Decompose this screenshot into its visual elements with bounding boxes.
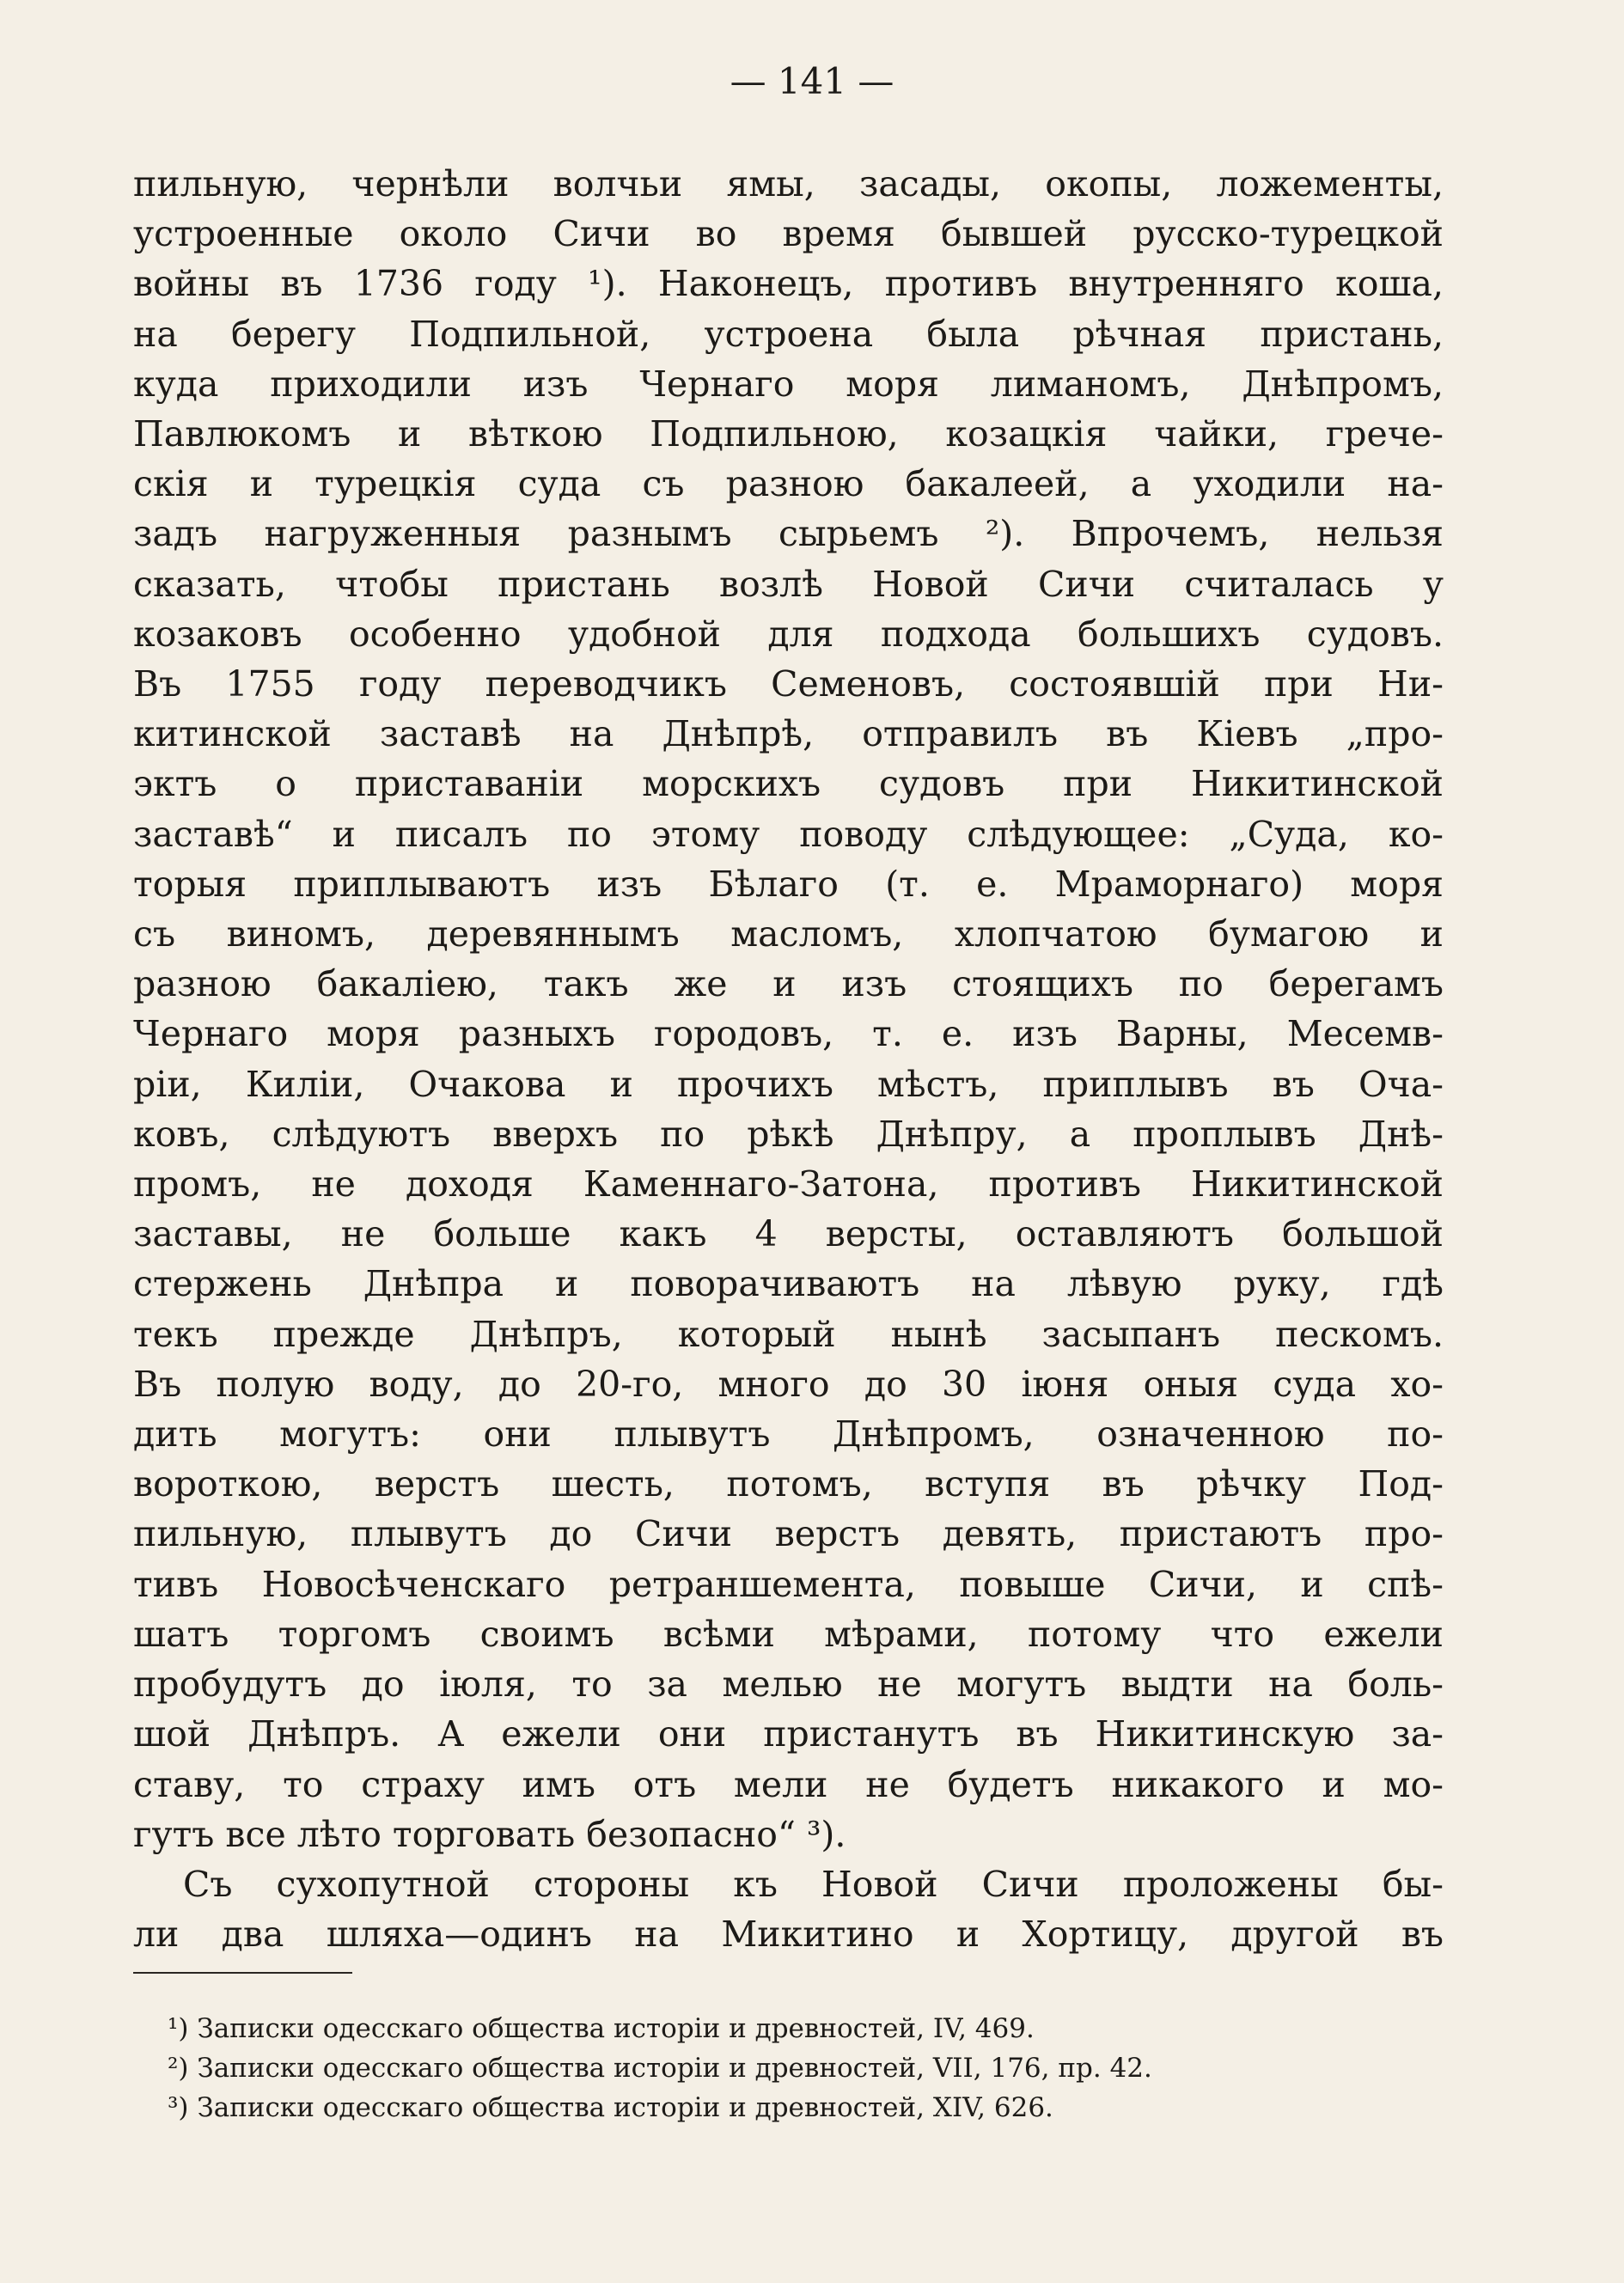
text-line: задъ нагруженныя разнымъ сырьемъ ²). Впрочемъ, нельзя	[133, 513, 1444, 555]
text-line: китинской заставѣ на Днѣпрѣ, отправилъ въ Кіевъ „про-	[133, 713, 1444, 755]
text-line: торыя приплываютъ изъ Бѣлаго (т. е. Мраморнаго) моря	[133, 863, 1444, 905]
footnote: ²) Записки одесскаго общества исторіи и древностей, VII, 176, пр. 42.	[168, 2053, 1152, 2084]
text-line: шой Днѣпръ. А ежели они пристанутъ въ Никитинскую за-	[133, 1713, 1444, 1755]
text-line: съ виномъ, деревяннымъ масломъ, хлопчатою бумагою и	[133, 913, 1444, 955]
text-line: ріи, Киліи, Очакова и прочихъ мѣстъ, приплывъ въ Оча-	[133, 1063, 1444, 1105]
text-line: эктъ о приставаніи морскихъ судовъ при Никитинской	[133, 763, 1444, 805]
text-line: ставу, то страху имъ отъ мели не будетъ никакого и мо-	[133, 1763, 1444, 1805]
text-line: заставѣ“ и писалъ по этому поводу слѣдующее: „Суда, ко-	[133, 813, 1444, 855]
footnotes	[168, 2009, 1439, 2127]
text-line: Въ 1755 году переводчикъ Семеновъ, состоявшій при Ни-	[133, 663, 1444, 705]
text-line: Павлюкомъ и вѣткою Подпильною, козацкія чайки, грече-	[133, 413, 1444, 455]
text-line: промъ, не доходя Каменнаго-Затона, противъ Никитинской	[133, 1163, 1444, 1206]
text-line: ковъ, слѣдуютъ вверхъ по рѣкѣ Днѣпру, а проплывъ Днѣ-	[133, 1113, 1444, 1155]
text-line: Съ сухопутной стороны къ Новой Сичи проложены бы-	[183, 1863, 1444, 1905]
text-line: скія и турецкія суда съ разною бакалеей, а уходили на-	[133, 463, 1444, 505]
text-line: пильную, плывутъ до Сичи верстъ девять, пристаютъ про-	[133, 1513, 1444, 1555]
text-line: Чернаго моря разныхъ городовъ, т. е. изъ Варны, Месемв-	[133, 1013, 1444, 1055]
text-line: шатъ торгомъ своимъ всѣми мѣрами, потому что ежели	[133, 1613, 1444, 1655]
text-line: разною бакаліею, такъ же и изъ стоящихъ по берегамъ	[133, 963, 1444, 1005]
text-line: стержень Днѣпра и поворачиваютъ на лѣвую руку, гдѣ	[133, 1263, 1444, 1305]
text-line: на берегу Подпильной, устроена была рѣчная пристань,	[133, 313, 1444, 355]
body-text	[133, 159, 1444, 1959]
text-line: тивъ Новосѣченскаго ретраншемента, повыше Сичи, и спѣ-	[133, 1563, 1444, 1605]
text-line: Въ полую воду, до 20-го, много до 30 іюня оныя суда хо-	[133, 1363, 1444, 1405]
page-number: — 141 —	[730, 60, 894, 102]
footnote: ³) Записки одесскаго общества исторіи и древностей, XIV, 626.	[168, 2092, 1053, 2123]
text-line: заставы, не больше какъ 4 версты, оставляютъ большой	[133, 1213, 1444, 1255]
text-line: вороткою, верстъ шесть, потомъ, вступя въ рѣчку Под-	[133, 1463, 1444, 1505]
text-line: сказать, чтобы пристань возлѣ Новой Сичи считалась у	[133, 563, 1444, 605]
text-line: пробудутъ до іюля, то за мелью не могутъ выдти на боль-	[133, 1663, 1444, 1706]
text-line: пильную, чернѣли волчьи ямы, засады, окопы, ложементы,	[133, 163, 1444, 204]
text-line: ли два шляха—одинъ на Микитино и Хортицу, другой въ	[133, 1914, 1444, 1956]
text-line: гутъ все лѣто торговать безопасно“ ³).	[133, 1813, 846, 1855]
text-line: войны въ 1736 году ¹). Наконецъ, противъ внутренняго коша,	[133, 263, 1444, 305]
text-line: устроенные около Сичи во время бывшей русско-турецкой	[133, 213, 1444, 255]
text-line: текъ прежде Днѣпръ, который нынѣ засыпанъ пескомъ.	[133, 1313, 1444, 1355]
text-line: дить могутъ: они плывутъ Днѣпромъ, означенною по-	[133, 1413, 1444, 1456]
footnote-separator	[133, 1972, 352, 1974]
text-line: куда приходили изъ Чернаго моря лиманомъ, Днѣпромъ,	[133, 363, 1444, 405]
footnote: ¹) Записки одесскаго общества исторіи и древностей, IV, 469.	[168, 2013, 1035, 2044]
text-line: козаковъ особенно удобной для подхода большихъ судовъ.	[133, 613, 1444, 655]
